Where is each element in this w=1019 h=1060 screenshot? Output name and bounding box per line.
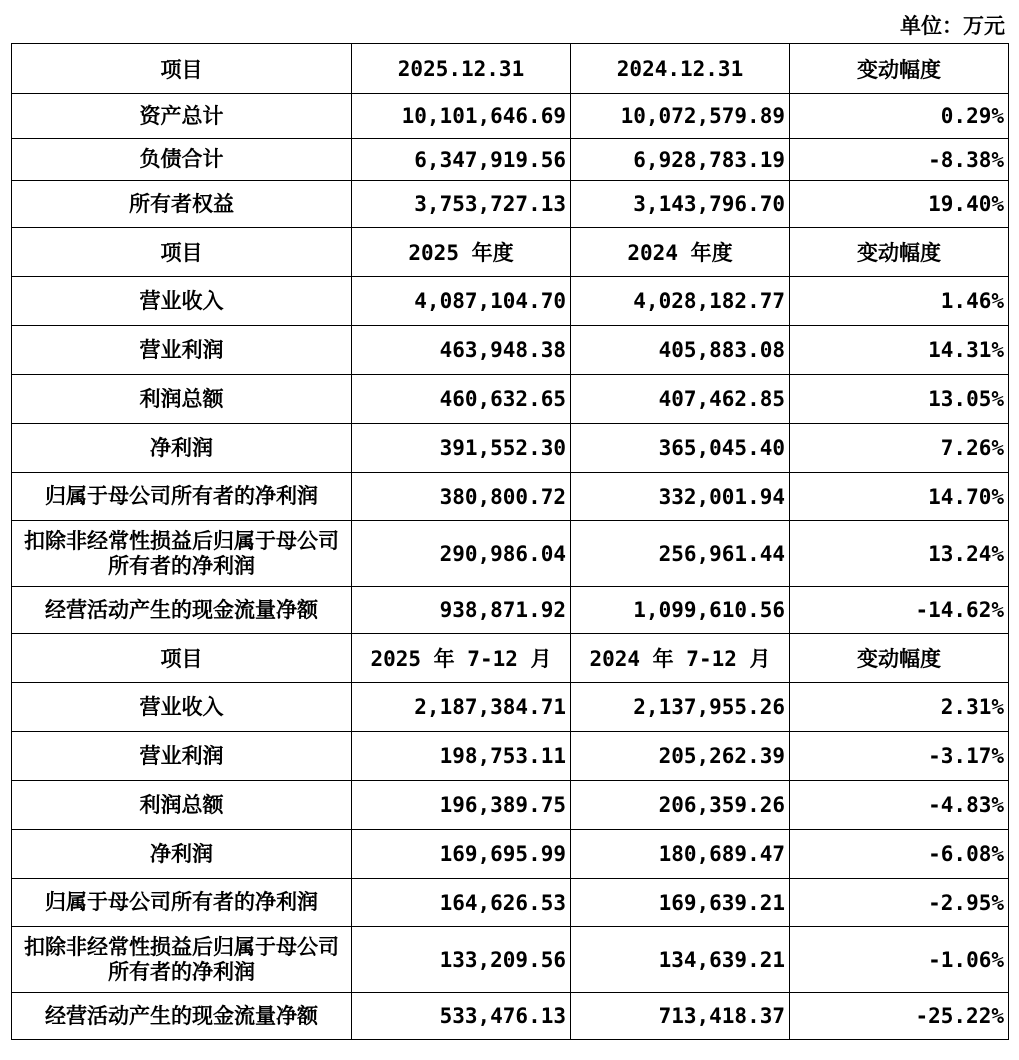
table-row [12, 473, 1009, 521]
value-prior: 1,099,610.56 [571, 587, 790, 634]
value-current: 533,476.13 [352, 993, 571, 1040]
table-row [12, 587, 1009, 634]
value-prior: 169,639.21 [571, 879, 790, 927]
table-row [12, 683, 1009, 732]
value-prior: 2,137,955.26 [571, 683, 790, 732]
value-prior: 365,045.40 [571, 424, 790, 473]
value-prior: 405,883.08 [571, 326, 790, 375]
value-prior: 206,359.26 [571, 781, 790, 830]
table-row [12, 424, 1009, 473]
table-row [12, 375, 1009, 424]
table-row [12, 326, 1009, 375]
value-change: 0.29% [790, 94, 1009, 139]
value-current: 10,101,646.69 [352, 94, 571, 139]
row-label: 营业收入 [12, 277, 352, 326]
header-period-prior: 2024 年度 [571, 228, 790, 277]
row-label: 利润总额 [12, 375, 352, 424]
value-change: -25.22% [790, 993, 1009, 1040]
value-change: 19.40% [790, 181, 1009, 228]
table-row [12, 139, 1009, 181]
row-label: 资产总计 [12, 94, 352, 139]
row-label: 扣除非经常性损益后归属于母公司所有者的净利润 [12, 927, 352, 993]
header-item: 项目 [12, 44, 352, 94]
header-period-prior: 2024 年 7-12 月 [571, 634, 790, 683]
value-current: 391,552.30 [352, 424, 571, 473]
row-label: 营业收入 [12, 683, 352, 732]
value-current: 164,626.53 [352, 879, 571, 927]
header-item: 项目 [12, 228, 352, 277]
value-prior: 6,928,783.19 [571, 139, 790, 181]
row-label: 归属于母公司所有者的净利润 [12, 473, 352, 521]
table-row [12, 879, 1009, 927]
value-change: -14.62% [790, 587, 1009, 634]
financial-table [11, 43, 1009, 1040]
value-prior: 4,028,182.77 [571, 277, 790, 326]
row-label: 扣除非经常性损益后归属于母公司所有者的净利润 [12, 521, 352, 587]
value-current: 198,753.11 [352, 732, 571, 781]
value-prior: 3,143,796.70 [571, 181, 790, 228]
value-change: 2.31% [790, 683, 1009, 732]
row-label: 营业利润 [12, 732, 352, 781]
header-item: 项目 [12, 634, 352, 683]
value-current: 169,695.99 [352, 830, 571, 879]
row-label: 净利润 [12, 830, 352, 879]
header-period-current: 2025.12.31 [352, 44, 571, 94]
value-current: 460,632.65 [352, 375, 571, 424]
value-prior: 10,072,579.89 [571, 94, 790, 139]
header-period-current: 2025 年 7-12 月 [352, 634, 571, 683]
value-prior: 713,418.37 [571, 993, 790, 1040]
header-change: 变动幅度 [790, 634, 1009, 683]
value-change: 13.05% [790, 375, 1009, 424]
row-label: 所有者权益 [12, 181, 352, 228]
table-header-row [12, 228, 1009, 277]
value-change: -4.83% [790, 781, 1009, 830]
value-current: 290,986.04 [352, 521, 571, 587]
table-row [12, 94, 1009, 139]
table-row [12, 830, 1009, 879]
row-label: 归属于母公司所有者的净利润 [12, 879, 352, 927]
table-header-row [12, 44, 1009, 94]
value-current: 196,389.75 [352, 781, 571, 830]
table-row [12, 732, 1009, 781]
value-change: -8.38% [790, 139, 1009, 181]
value-current: 463,948.38 [352, 326, 571, 375]
row-label: 负债合计 [12, 139, 352, 181]
value-change: 7.26% [790, 424, 1009, 473]
header-change: 变动幅度 [790, 228, 1009, 277]
value-prior: 256,961.44 [571, 521, 790, 587]
value-current: 4,087,104.70 [352, 277, 571, 326]
value-current: 938,871.92 [352, 587, 571, 634]
value-change: 14.70% [790, 473, 1009, 521]
value-prior: 407,462.85 [571, 375, 790, 424]
value-change: -1.06% [790, 927, 1009, 993]
row-label: 经营活动产生的现金流量净额 [12, 993, 352, 1040]
value-change: 1.46% [790, 277, 1009, 326]
table-row [12, 993, 1009, 1040]
row-label: 净利润 [12, 424, 352, 473]
header-period-prior: 2024.12.31 [571, 44, 790, 94]
table-header-row [12, 634, 1009, 683]
header-change: 变动幅度 [790, 44, 1009, 94]
header-period-current: 2025 年度 [352, 228, 571, 277]
value-current: 6,347,919.56 [352, 139, 571, 181]
value-prior: 332,001.94 [571, 473, 790, 521]
row-label: 营业利润 [12, 326, 352, 375]
table-row [12, 781, 1009, 830]
value-current: 3,753,727.13 [352, 181, 571, 228]
value-current: 2,187,384.71 [352, 683, 571, 732]
value-prior: 205,262.39 [571, 732, 790, 781]
table-row [12, 521, 1009, 587]
table-row [12, 181, 1009, 228]
value-current: 133,209.56 [352, 927, 571, 993]
table-row [12, 927, 1009, 993]
value-change: 13.24% [790, 521, 1009, 587]
value-prior: 134,639.21 [571, 927, 790, 993]
value-change: 14.31% [790, 326, 1009, 375]
value-prior: 180,689.47 [571, 830, 790, 879]
value-change: -2.95% [790, 879, 1009, 927]
value-change: -3.17% [790, 732, 1009, 781]
value-current: 380,800.72 [352, 473, 571, 521]
unit-label: 单位：万元 [900, 14, 1005, 38]
row-label: 经营活动产生的现金流量净额 [12, 587, 352, 634]
value-change: -6.08% [790, 830, 1009, 879]
row-label: 利润总额 [12, 781, 352, 830]
table-row [12, 277, 1009, 326]
